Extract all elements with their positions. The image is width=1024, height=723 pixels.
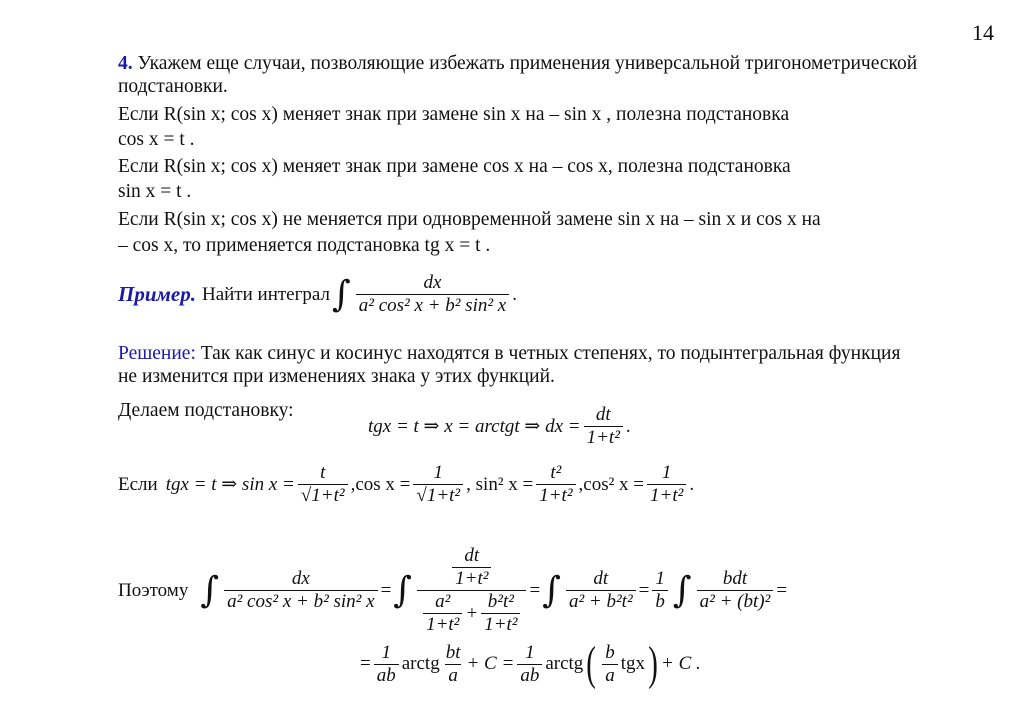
case1-line2: cos x = t . xyxy=(118,129,195,150)
case1-line1: Если R(sin x; cos x) меняет знак при замене sin x на – sin x , полезна подстановка xyxy=(118,104,790,125)
integral-sign: ∫ xyxy=(331,273,351,315)
page-number: 14 xyxy=(972,20,994,45)
solution-text: Так как синус и косинус находятся в четных степенях, то подынтегральная функция не изменится при изменениях знака у этих функций. xyxy=(118,343,901,387)
case2-line2: sin x = t . xyxy=(118,181,192,202)
therefore-formula: Поэтому ∫ $\frac{dx}{\text{a² cos² x + b² sin² x}}$ = ∫ $\frac{dt}{\text{1+t²}}$ $\frac{\text{a²}}{\text{1+t²}}$ + $\frac{\text{b²t²}}{\text{1+t²}}$ = ∫ $\frac{dt}{\text{a² + b²t²}}$ = $\frac{1}{b}$ ∫ $\frac{\text{bdt}}{\text{a² + (bt)²}}$ = xyxy=(118,545,788,635)
solution-block xyxy=(118,342,918,388)
substitution-label: Делаем подстановку: xyxy=(118,400,294,421)
section-number: 4. xyxy=(118,53,133,74)
substitution-formula: tgx = t ⇒ x = arctgt ⇒ dx = $\frac{dt}{\text{1+t²}}$ . xyxy=(368,404,631,448)
section-intro xyxy=(118,52,918,98)
intro-text: Укажем еще случаи, позволяющие избежать применения универсальной тригонометрической подстановки. xyxy=(118,53,918,97)
example-fraction: $\frac{dx}{\text{a² cos² x + b² sin² x}}$ xyxy=(356,272,509,317)
case3-line1: Если R(sin x; cos x) не меняется при одновременной замене sin x на – sin x и cos x на xyxy=(118,209,821,230)
solution-label: Решение: xyxy=(118,343,196,364)
example-block: Пример. Найти интеграл ∫ $\frac{dx}{\text{a² cos² x + b² sin² x}}$ . xyxy=(118,272,517,316)
if-formula: Если tgx = t ⇒ sin x = $\frac{t}{\text{√1+t²}}$ ,cos x = $\frac{1}{\text{√1+t²}}$ , sin² x = $\frac{\text{t²}}{\text{1+t²}}$ ,cos² x = $\frac{1}{\text{1+t²}}$ . xyxy=(118,462,695,506)
case3-line2: – cos x, то применяется подстановка tg x = t . xyxy=(118,235,491,256)
final-formula: = $\frac{1}{ab}$ arctg $\frac{bt}{a}$ + C = $\frac{1}{ab}$ arctg ( $\frac{b}{a}$ tgx ) + C . xyxy=(360,637,701,690)
example-label: Пример. xyxy=(118,282,196,306)
case2-line1: Если R(sin x; cos x) меняет знак при замене cos x на – cos x, полезна подстановка xyxy=(118,156,791,177)
example-task: Найти интеграл xyxy=(201,283,330,305)
